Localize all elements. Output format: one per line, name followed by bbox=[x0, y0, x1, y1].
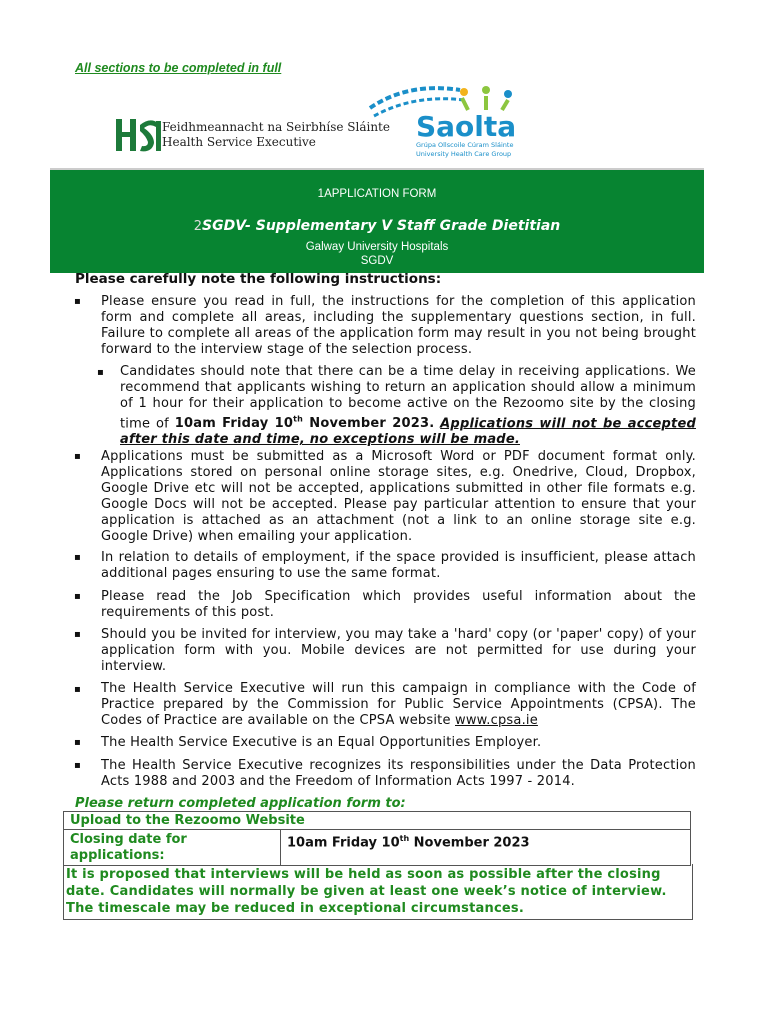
instruction-7-text: The Health Service Executive will run this campaign in compliance with the Code of Practice prepared by the Commission for Public Service Appointments (CPSA). The Codes of Practice are available on the CPSA website bbox=[101, 681, 696, 728]
bullet-marker: ▪ bbox=[74, 737, 81, 748]
interview-notice: It is proposed that interviews will be held as soon as possible after the closing date. Candidates will normally be given at least one week’s notice of interview. The timescale may be reduced in exceptional circumstances. bbox=[63, 864, 693, 920]
hse-name-english: Health Service Executive bbox=[162, 135, 316, 149]
saolta-subtitle-irish: Grúpa Ollscoile Cúram Sláinte bbox=[416, 141, 514, 149]
form-title-text: APPLICATION FORM bbox=[324, 188, 437, 200]
return-title: Please return completed application form to: bbox=[75, 796, 406, 811]
instruction-2-text: Candidates should note that there can be a time delay in receiving applications. We recommend that applicants wishing to return an application should allow a minimum of 1 hour for their application to become active on the Rezoomo site by the closing time of bbox=[120, 364, 696, 432]
completion-note: All sections to be completed in full bbox=[75, 61, 282, 75]
instruction-7 bbox=[101, 681, 696, 729]
closing-date-row bbox=[64, 830, 690, 865]
saolta-subtitle-english: University Health Care Group bbox=[416, 150, 512, 158]
upload-instruction: Upload to the Rezoomo Website bbox=[64, 812, 690, 830]
instruction-6: Should you be invited for interview, you may take a 'hard' copy (or 'paper' copy) of your application form with you. Mobile devices are not permitted for use during your interview. bbox=[101, 627, 696, 674]
deadline-text: 10am Friday 10 bbox=[174, 416, 294, 432]
bullet-marker: ▪ bbox=[74, 684, 81, 695]
deadline-warning: Applications will not be accepted after this date and time, no exceptions will be made. bbox=[120, 416, 696, 448]
closing-date-sup: th bbox=[399, 834, 410, 843]
deadline-month: November 2023. bbox=[303, 416, 435, 432]
instruction-5: Please read the Job Specification which provides useful information about the requirements of this post. bbox=[101, 589, 696, 620]
instruction-8: The Health Service Executive is an Equal Opportunities Employer. bbox=[101, 735, 542, 750]
hospital-name: Galway University Hospitals bbox=[305, 241, 449, 253]
bullet-marker: ▪ bbox=[74, 451, 81, 462]
bullet-marker: ▪ bbox=[74, 629, 81, 640]
form-title bbox=[50, 188, 704, 200]
saolta-logo bbox=[368, 80, 538, 162]
instructions-title: Please carefully note the following instructions: bbox=[75, 271, 442, 287]
post-title-text: SGDV- Supplementary V Staff Grade Dietitian bbox=[202, 218, 561, 234]
instruction-9: The Health Service Executive recognizes its responsibilities under the Data Protection Acts 1988 and 2003 and the Freedom of Information Acts 1997 - 2014. bbox=[101, 758, 696, 789]
closing-date-month: November 2023 bbox=[409, 835, 530, 851]
cpsa-link[interactable]: www.cpsa.ie bbox=[455, 713, 538, 728]
post-title-number: 2 bbox=[193, 219, 203, 234]
closing-date-text: 10am Friday 10 bbox=[287, 835, 400, 851]
closing-date-label: Closing date for applications: bbox=[64, 830, 281, 865]
saolta-wordmark: Saolta bbox=[416, 110, 517, 143]
post-code: SGDV bbox=[360, 255, 394, 267]
return-details-table bbox=[63, 811, 691, 866]
bullet-marker: ▪ bbox=[74, 591, 81, 602]
bullet-marker: ▪ bbox=[97, 367, 104, 378]
form-header-banner bbox=[50, 168, 704, 273]
hse-name-irish: Feidhmeannacht na Seirbhíse Sláinte bbox=[162, 120, 390, 134]
instruction-2 bbox=[120, 364, 696, 448]
closing-date-value bbox=[281, 830, 690, 865]
form-title-number: 1 bbox=[317, 188, 325, 200]
deadline-sup: th bbox=[293, 415, 304, 424]
post-title bbox=[50, 218, 704, 234]
instruction-3: Applications must be submitted as a Microsoft Word or PDF document format only. Applications stored on personal online storage sites, e.g. Onedrive, Cloud, Dropbox, Google Drive etc will not be accepted, applications submitted in other file formats e.g. Google Docs will not be accepted. Please pay particular attention to ensure that your application is attached as an attachment (not a link to an online storage site e.g. Google Drive) when emailing your application. bbox=[101, 449, 696, 544]
instruction-1: Please ensure you read in full, the instructions for the completion of this application form and complete all areas, including the supplementary questions section, in full. Failure to complete all areas of the application form may result in you not being brought forward to the interview stage of the selection process. bbox=[101, 294, 696, 357]
hospital-info bbox=[50, 240, 704, 268]
hse-name bbox=[162, 120, 390, 150]
bullet-marker: ▪ bbox=[74, 296, 81, 307]
bullet-marker: ▪ bbox=[74, 552, 81, 563]
bullet-marker: ▪ bbox=[74, 760, 81, 771]
instruction-4: In relation to details of employment, if the space provided is insufficient, please attach additional pages ensuring to use the same format. bbox=[101, 550, 696, 581]
